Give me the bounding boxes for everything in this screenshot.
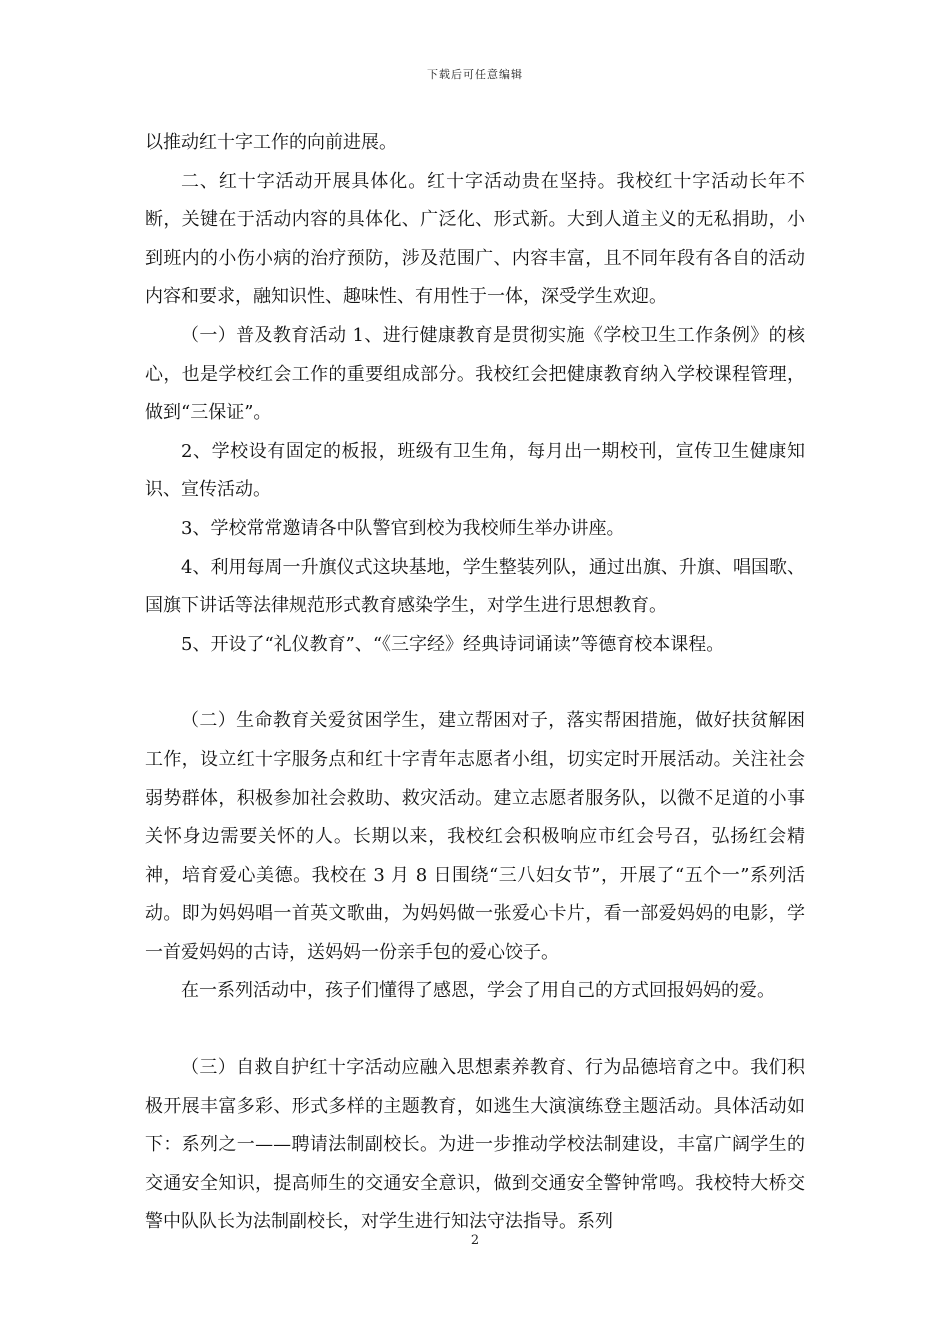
- paragraph-item-2: 2、学校设有固定的板报，班级有卫生角，每月出一期校刊，宣传卫生健康知识、宣传活动。: [145, 440, 805, 501]
- paragraph-continuation: 以推动红十字工作的向前进展。: [145, 132, 397, 153]
- paragraph-item-4: 4、利用每周一升旗仪式这块基地，学生整装列队，通过出旗、升旗、唱国歌、国旗下讲话等法律规范形式教育感染学生，对学生进行思想教育。: [145, 556, 805, 617]
- paragraph-section-two: 二、红十字活动开展具体化。红十字活动贵在坚持。我校红十字活动长年不断，关键在于活动内容的具体化、广泛化、形式新。大到人道主义的无私捐助，小到班内的小伤小病的治疗预防，涉及范围广、内容丰富，且不同年段有各自的活动内容和要求，融知识性、趣味性、有用性于一体，深受学生欢迎。: [145, 170, 805, 308]
- paragraph-gratitude: 在一系列活动中，孩子们懂得了感恩，学会了用自己的方式回报妈妈的爱。: [181, 980, 775, 1002]
- paragraph-subsection-three: （三）自救自护红十字活动应融入思想素养教育、行为品德培育之中。我们积极开展丰富多彩、形式多样的主题教育，如逃生大演演练登主题活动。具体活动如下：系列之一——聘请法制副校长。为进一步推动学校法制建设，丰富广阔学生的交通安全知识，提高师生的交通安全意识，做到交通安全警钟常鸣。我校特大桥交警中队队长为法制副校长，对学生进行知法守法指导。系列: [145, 1057, 805, 1233]
- paragraph-subsection-one: （一）普及教育活动 1、进行健康教育是贯彻实施《学校卫生工作条例》的核心，也是学校红会工作的重要组成部分。我校红会把健康教育纳入学校课程管理，做到“三保证”。: [145, 324, 805, 424]
- paragraph-item-5: 5、开设了“礼仪教育”、“《三字经》经典诗词诵读”等德育校本课程。: [181, 633, 725, 655]
- paragraph-subsection-two: （二）生命教育关爱贫困学生，建立帮困对子，落实帮困措施，做好扶贫解困工作，设立红十字服务点和红十字青年志愿者小组，切实定时开展活动。关注社会弱势群体，积极参加社会救助、救灾活动。建立志愿者服务队，以微不足道的小事关怀身边需要关怀的人。长期以来，我校红会积极响应市红会号召，弘扬红会精神，培育爱心美德。我校在 3 月 8 日围绕“三八妇女节”，开展了“五个一”系列活动。即为妈妈唱一首英文歌曲，为妈妈做一张爱心卡片，看一部爱妈妈的电影，学一首爱妈妈的古诗，送妈妈一份亲手包的爱心饺子。: [145, 710, 805, 963]
- page-header: 下载后可任意编辑: [427, 68, 523, 81]
- paragraph-item-3: 3、学校常常邀请各中队警官到校为我校师生举办讲座。: [181, 517, 625, 539]
- page-number: 2: [470, 1233, 480, 1248]
- document-body: [145, 124, 805, 1242]
